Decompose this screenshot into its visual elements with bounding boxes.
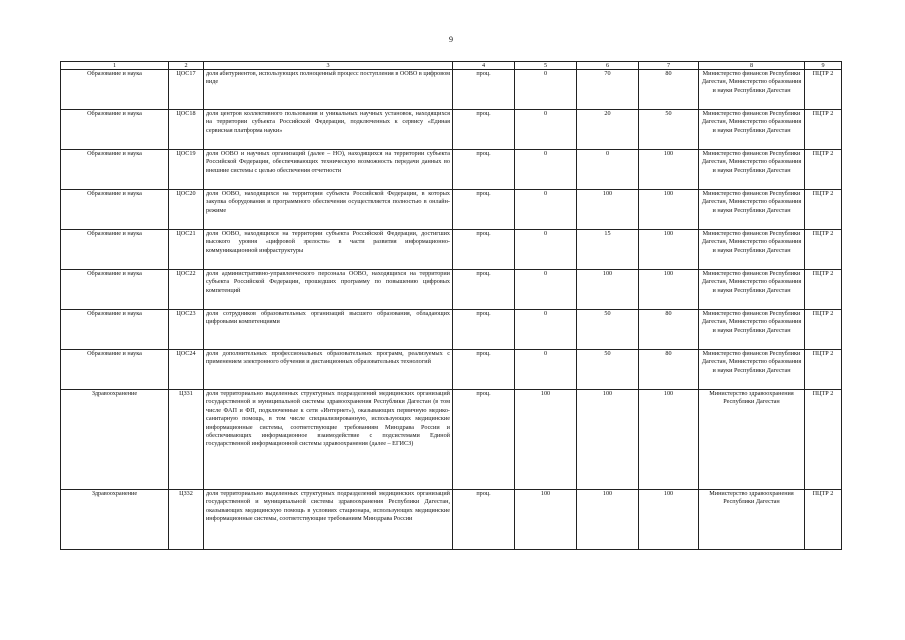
description-cell: доля территориально выделенных структурных подразделений медицинских организаций государственной и муниципальной системы здравоохранения Республики Дагестан, оказывающих медицинскую помощь в условиях стационара, использующих медицинские информационные системы, соответствующие требованиям Минздрава России [204, 490, 453, 550]
responsible-cell: Министерство финансов Республики Дагестан, Министерство образования и науки Республики Дагестан [699, 230, 805, 270]
description-cell: доля сотрудников образовательных организаций высшего образования, обладающих цифровыми компетенциями [204, 310, 453, 350]
responsible-cell: Министерство здравоохранения Республики Дагестан [699, 490, 805, 550]
program-cell: ПЦТР 2 [805, 230, 842, 270]
value-cell: 100 [639, 230, 699, 270]
sector-cell: Образование и наука [61, 270, 169, 310]
program-cell: ПЦТР 2 [805, 390, 842, 490]
value-cell: 80 [639, 310, 699, 350]
program-cell: ПЦТР 2 [805, 70, 842, 110]
program-cell: ПЦТР 2 [805, 110, 842, 150]
sector-cell: Образование и наука [61, 310, 169, 350]
table-row [61, 230, 842, 270]
responsible-cell: Министерство финансов Республики Дагестан, Министерство образования и науки Республики Дагестан [699, 270, 805, 310]
column-header: 2 [169, 62, 204, 70]
code-cell: ЦЗ31 [169, 390, 204, 490]
value-cell: 100 [577, 390, 639, 490]
value-cell: 100 [577, 490, 639, 550]
code-cell: ЦЗ32 [169, 490, 204, 550]
value-cell: 100 [577, 190, 639, 230]
page-number: 9 [449, 35, 453, 44]
code-cell: ЦОС19 [169, 150, 204, 190]
column-header: 8 [699, 62, 805, 70]
column-header: 9 [805, 62, 842, 70]
description-cell: доля территориально выделенных структурных подразделений медицинских организаций государственной и муниципальной системы здравоохранения Республики Дагестан (в том числе ФАП и ФП, подключенные к сети «Интернет»), оказывающих первичную медико-санитарную помощь, в том числе специализированную, использующих медицинские информационные системы, соответствующие требованиям Минздрава России и обеспечивающих информационное взаимодействие с подсистемами Единой государственной информационной системы здравоохранения (далее – ЕГИСЗ) [204, 390, 453, 490]
sector-cell: Образование и наука [61, 110, 169, 150]
code-cell: ЦОС23 [169, 310, 204, 350]
value-cell: 100 [639, 150, 699, 190]
value-cell: 100 [515, 490, 577, 550]
unit-cell: проц. [453, 230, 515, 270]
value-cell: 80 [639, 350, 699, 390]
value-cell: 15 [577, 230, 639, 270]
table-row [61, 70, 842, 110]
responsible-cell: Министерство финансов Республики Дагестан, Министерство образования и науки Республики Дагестан [699, 110, 805, 150]
header-row [61, 62, 842, 70]
description-cell: доля административно-управленческого персонала ООВО, находящихся на территории субъекта Российской Федерации, прошедших программу по повышению цифровых компетенций [204, 270, 453, 310]
program-cell: ПЦТР 2 [805, 490, 842, 550]
program-cell: ПЦТР 2 [805, 310, 842, 350]
description-cell: доля центров коллективного пользования и уникальных научных установок, находящихся на территории субъекта Российской Федерации, подключенных к сервису «Единая сервисная платформа науки» [204, 110, 453, 150]
value-cell: 70 [577, 70, 639, 110]
value-cell: 80 [639, 70, 699, 110]
description-cell: доля ООВО и научных организаций (далее – НО), находящихся на территории субъекта Российской Федерации, обеспечивающих техническую возможность передачи данных во внешние системы с целью обеспечения отчетности [204, 150, 453, 190]
sector-cell: Образование и наука [61, 230, 169, 270]
code-cell: ЦОС21 [169, 230, 204, 270]
table-row [61, 310, 842, 350]
responsible-cell: Министерство финансов Республики Дагестан, Министерство образования и науки Республики Дагестан [699, 310, 805, 350]
value-cell: 100 [639, 390, 699, 490]
program-cell: ПЦТР 2 [805, 350, 842, 390]
code-cell: ЦОС20 [169, 190, 204, 230]
table-row [61, 350, 842, 390]
description-cell: доля абитуриентов, использующих полноценный процесс поступления в ООВО в цифровом виде [204, 70, 453, 110]
value-cell: 100 [639, 190, 699, 230]
sector-cell: Здравоохранение [61, 390, 169, 490]
unit-cell: проц. [453, 270, 515, 310]
column-header: 5 [515, 62, 577, 70]
sector-cell: Образование и наука [61, 70, 169, 110]
column-header: 7 [639, 62, 699, 70]
description-cell: доля дополнительных профессиональных образовательных программ, реализуемых с применением электронного обучения и дистанционных образовательных технологий [204, 350, 453, 390]
responsible-cell: Министерство финансов Республики Дагестан, Министерство образования и науки Республики Дагестан [699, 150, 805, 190]
unit-cell: проц. [453, 490, 515, 550]
program-cell: ПЦТР 2 [805, 190, 842, 230]
sector-cell: Образование и наука [61, 350, 169, 390]
value-cell: 0 [515, 150, 577, 190]
value-cell: 0 [577, 150, 639, 190]
value-cell: 100 [515, 390, 577, 490]
code-cell: ЦОС18 [169, 110, 204, 150]
value-cell: 50 [577, 310, 639, 350]
sector-cell: Здравоохранение [61, 490, 169, 550]
unit-cell: проц. [453, 350, 515, 390]
column-header: 1 [61, 62, 169, 70]
program-cell: ПЦТР 2 [805, 150, 842, 190]
value-cell: 100 [639, 270, 699, 310]
sector-cell: Образование и наука [61, 150, 169, 190]
table-row [61, 390, 842, 490]
unit-cell: проц. [453, 110, 515, 150]
value-cell: 0 [515, 70, 577, 110]
table-row [61, 150, 842, 190]
responsible-cell: Министерство финансов Республики Дагестан, Министерство образования и науки Республики Дагестан [699, 190, 805, 230]
code-cell: ЦОС17 [169, 70, 204, 110]
program-cell: ПЦТР 2 [805, 270, 842, 310]
table-row [61, 270, 842, 310]
responsible-cell: Министерство финансов Республики Дагестан, Министерство образования и науки Республики Дагестан [699, 350, 805, 390]
value-cell: 0 [515, 230, 577, 270]
value-cell: 0 [515, 110, 577, 150]
table-row [61, 190, 842, 230]
code-cell: ЦОС24 [169, 350, 204, 390]
unit-cell: проц. [453, 150, 515, 190]
unit-cell: проц. [453, 310, 515, 350]
column-header: 4 [453, 62, 515, 70]
table-row [61, 490, 842, 550]
value-cell: 0 [515, 190, 577, 230]
unit-cell: проц. [453, 190, 515, 230]
description-cell: доля ООВО, находящихся на территории субъекта Российской Федерации, достигших высокого уровня «цифровой зрелости» в части развития информационно-коммуникационной инфраструктуры [204, 230, 453, 270]
table-row [61, 110, 842, 150]
sector-cell: Образование и наука [61, 190, 169, 230]
indicators-table [60, 61, 842, 550]
value-cell: 100 [577, 270, 639, 310]
value-cell: 0 [515, 350, 577, 390]
unit-cell: проц. [453, 70, 515, 110]
responsible-cell: Министерство здравоохранения Республики Дагестан [699, 390, 805, 490]
column-header: 3 [204, 62, 453, 70]
value-cell: 0 [515, 310, 577, 350]
responsible-cell: Министерство финансов Республики Дагестан, Министерство образования и науки Республики Дагестан [699, 70, 805, 110]
value-cell: 50 [577, 350, 639, 390]
unit-cell: проц. [453, 390, 515, 490]
value-cell: 20 [577, 110, 639, 150]
code-cell: ЦОС22 [169, 270, 204, 310]
description-cell: доля ООВО, находящихся на территории субъекта Российской Федерации, в которых закупка оборудования и программного обеспечения осуществляется полностью в онлайн-режиме [204, 190, 453, 230]
value-cell: 50 [639, 110, 699, 150]
value-cell: 0 [515, 270, 577, 310]
column-header: 6 [577, 62, 639, 70]
value-cell: 100 [639, 490, 699, 550]
